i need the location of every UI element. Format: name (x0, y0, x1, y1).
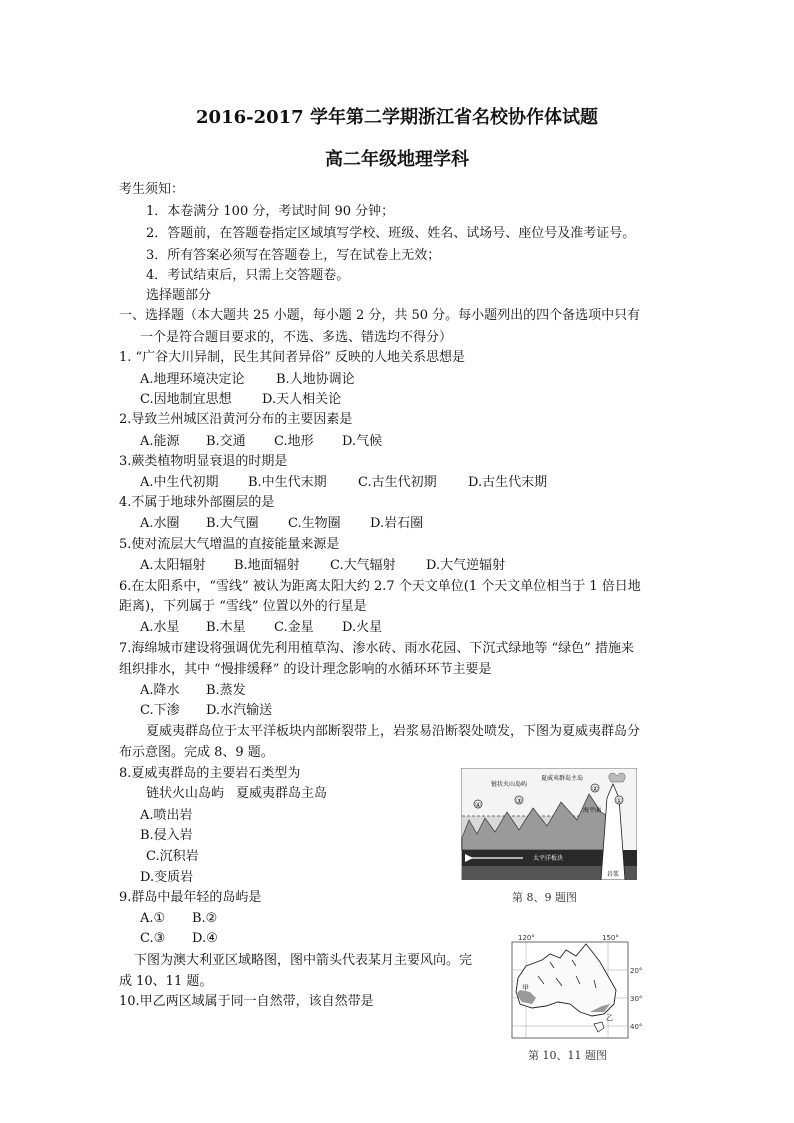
question-7-option-b: B.蒸发 (206, 683, 246, 698)
figure2-caption: 第 10、11 题图 (528, 1049, 607, 1062)
question-8-stem: 8.夏威夷群岛的主要岩石类型为 (119, 766, 301, 781)
question-1-option-d: D.天人相关论 (262, 392, 342, 407)
question-5-option-b: B.地面辐射 (234, 558, 300, 573)
figure1-inline-label-right: 夏威夷群岛主岛 (236, 786, 328, 801)
figure1-label-sea: 海平面 (583, 807, 602, 814)
figure1-mark-4: ④ (474, 801, 482, 809)
figure2-lat-40: 40° (630, 1023, 643, 1031)
question-5-option-c: C.大气辐射 (330, 558, 396, 573)
question-8-option-b: B.侵入岩 (140, 828, 193, 843)
question-6-option-b: B.木星 (206, 620, 246, 635)
question-9-option-c: C.③ (140, 931, 166, 946)
page-subtitle: 高二年级地理学科 (325, 149, 469, 170)
intro-8-9-line2: 布示意图。完成 8、9 题。 (119, 745, 274, 760)
question-5-option-d: D.大气逆辐射 (426, 558, 506, 573)
intro-10-11-line1: 下图为澳大利亚区域略图，图中箭头代表某月主要风向。完 (134, 953, 473, 968)
question-1-stem: 1. “广谷大川异制，民生其间者异俗” 反映的人地关系思想是 (119, 350, 465, 365)
figure1-inline-label-left: 链状火山岛屿 (146, 786, 225, 801)
question-4-stem: 4.不属于地球外部圈层的是 (119, 495, 275, 510)
intro-8-9-line1: 夏威夷群岛位于太平洋板块内部断裂带上，岩浆易沿断裂处喷发，下图为夏威夷群岛分 (146, 724, 641, 739)
question-9-option-b: B.② (192, 911, 218, 926)
question-3-option-d: D.古生代末期 (468, 475, 548, 490)
intro-10-11-line2: 成 10、11 题。 (119, 974, 213, 989)
figure-hawaii-cross-section (461, 768, 637, 880)
question-2-option-c: C.地形 (274, 434, 314, 449)
notice-item-1: 1．本卷满分 100 分，考试时间 90 分钟； (146, 204, 395, 219)
figure1-label-chain: 链状火山岛屿 (491, 781, 528, 788)
figure2-label-jia: 甲 (522, 984, 529, 992)
question-6-option-d: D.火星 (342, 620, 383, 635)
question-3-option-b: B.中生代末期 (248, 475, 327, 490)
figure-australia-map (504, 932, 654, 1046)
question-5-stem: 5.使对流层大气增温的直接能量来源是 (119, 537, 340, 552)
question-6-option-a: A.水星 (140, 620, 180, 635)
figure2-lat-20: 20° (630, 967, 643, 975)
notice-heading: 考生须知： (119, 182, 185, 197)
figure1-mark-1: ① (615, 797, 623, 805)
question-7-option-c: C.下渗 (140, 703, 180, 718)
question-8-option-c: C.沉积岩 (146, 849, 199, 864)
section-heading-line2: 一个是符合题目要求的，不选、多选、错选均不得分） (140, 330, 453, 345)
question-8-option-d: D.变质岩 (140, 870, 194, 885)
question-2-option-b: B.交通 (206, 434, 246, 449)
question-5-option-a: A.太阳辐射 (140, 558, 206, 573)
question-2-option-a: A.能源 (140, 434, 180, 449)
question-6-option-c: C.金星 (274, 620, 314, 635)
question-3-option-c: C.古生代初期 (358, 475, 437, 490)
notice-item-3: 3．所有答案必须写在答题卷上，写在试卷上无效； (146, 248, 441, 263)
figure2-lon-150: 150° (602, 934, 619, 942)
question-4-option-c: C.生物圈 (288, 516, 341, 531)
question-4-option-b: B.大气圈 (206, 516, 259, 531)
figure1-caption: 第 8、9 题图 (512, 891, 577, 904)
question-7-stem-line1: 7.海绵城市建设将强调优先利用植草沟、渗水砖、雨水花园、下沉式绿地等 “绿色” 措施来 (119, 641, 634, 656)
question-4-option-a: A.水圈 (140, 516, 180, 531)
section-heading-line1: 一、选择题（本大题共 25 小题，每小题 2 分，共 50 分。每小题列出的四个备选项中只有 (119, 308, 641, 323)
question-3-option-a: A.中生代初期 (140, 475, 219, 490)
question-7-stem-line2: 组织排水，其中 “慢排缓释” 的设计理念影响的水循环环节主要是 (119, 662, 492, 677)
australia-map-svg (504, 932, 654, 1046)
question-1-option-a: A.地理环境决定论 (140, 372, 245, 387)
question-10-stem: 10.甲乙两区域属于同一自然带，该自然带是 (119, 994, 374, 1009)
section-part-label: 选择题部分 (146, 288, 212, 303)
notice-item-4: 4．考试结束后，只需上交答题卷。 (146, 268, 350, 283)
question-3-stem: 3.蕨类植物明显衰退的时期是 (119, 454, 288, 469)
question-6-stem-line1: 6.在太阳系中，“雪线” 被认为距离太阳大约 2.7 个天文单位(1 个天文单位相当于 1 倍日地 (119, 579, 641, 594)
notice-item-2: 2．答题前，在答题卷指定区域填写学校、班级、姓名、试场号、座位号及准考证号。 (146, 226, 636, 241)
question-2-option-d: D.气候 (342, 434, 383, 449)
question-1-option-c: C.因地制宜思想 (140, 392, 232, 407)
question-9-option-a: A.① (140, 911, 166, 926)
question-4-option-d: D.岩石圈 (370, 516, 424, 531)
question-9-stem: 9.群岛中最年轻的岛屿是 (119, 890, 262, 905)
hawaii-diagram-svg (461, 768, 637, 880)
figure1-mark-2: ② (591, 785, 599, 793)
figure1-label-main: 夏威夷群岛主岛 (541, 775, 584, 782)
question-8-option-a: A.喷出岩 (140, 808, 193, 823)
page-title: 2016-2017 学年第二学期浙江省名校协作体试题 (196, 107, 598, 128)
figure2-lon-120: 120° (518, 934, 535, 942)
question-9-option-d: D.④ (192, 931, 218, 946)
question-1-option-b: B.人地协调论 (276, 372, 355, 387)
question-6-stem-line2: 距离)，下列属于 “雪线” 位置以外的行星是 (119, 599, 367, 614)
question-7-option-d: D.水汽输送 (206, 703, 273, 718)
figure1-label-plate: 太平洋板块 (533, 855, 564, 862)
figure2-label-yi: 乙 (606, 1014, 613, 1022)
figure1-label-magma: 岩浆 (607, 871, 620, 878)
figure1-mark-3: ③ (515, 797, 523, 805)
question-7-option-a: A.降水 (140, 683, 180, 698)
figure2-lat-30: 30° (630, 995, 643, 1003)
question-2-stem: 2.导致兰州城区沿黄河分布的主要因素是 (119, 412, 353, 427)
